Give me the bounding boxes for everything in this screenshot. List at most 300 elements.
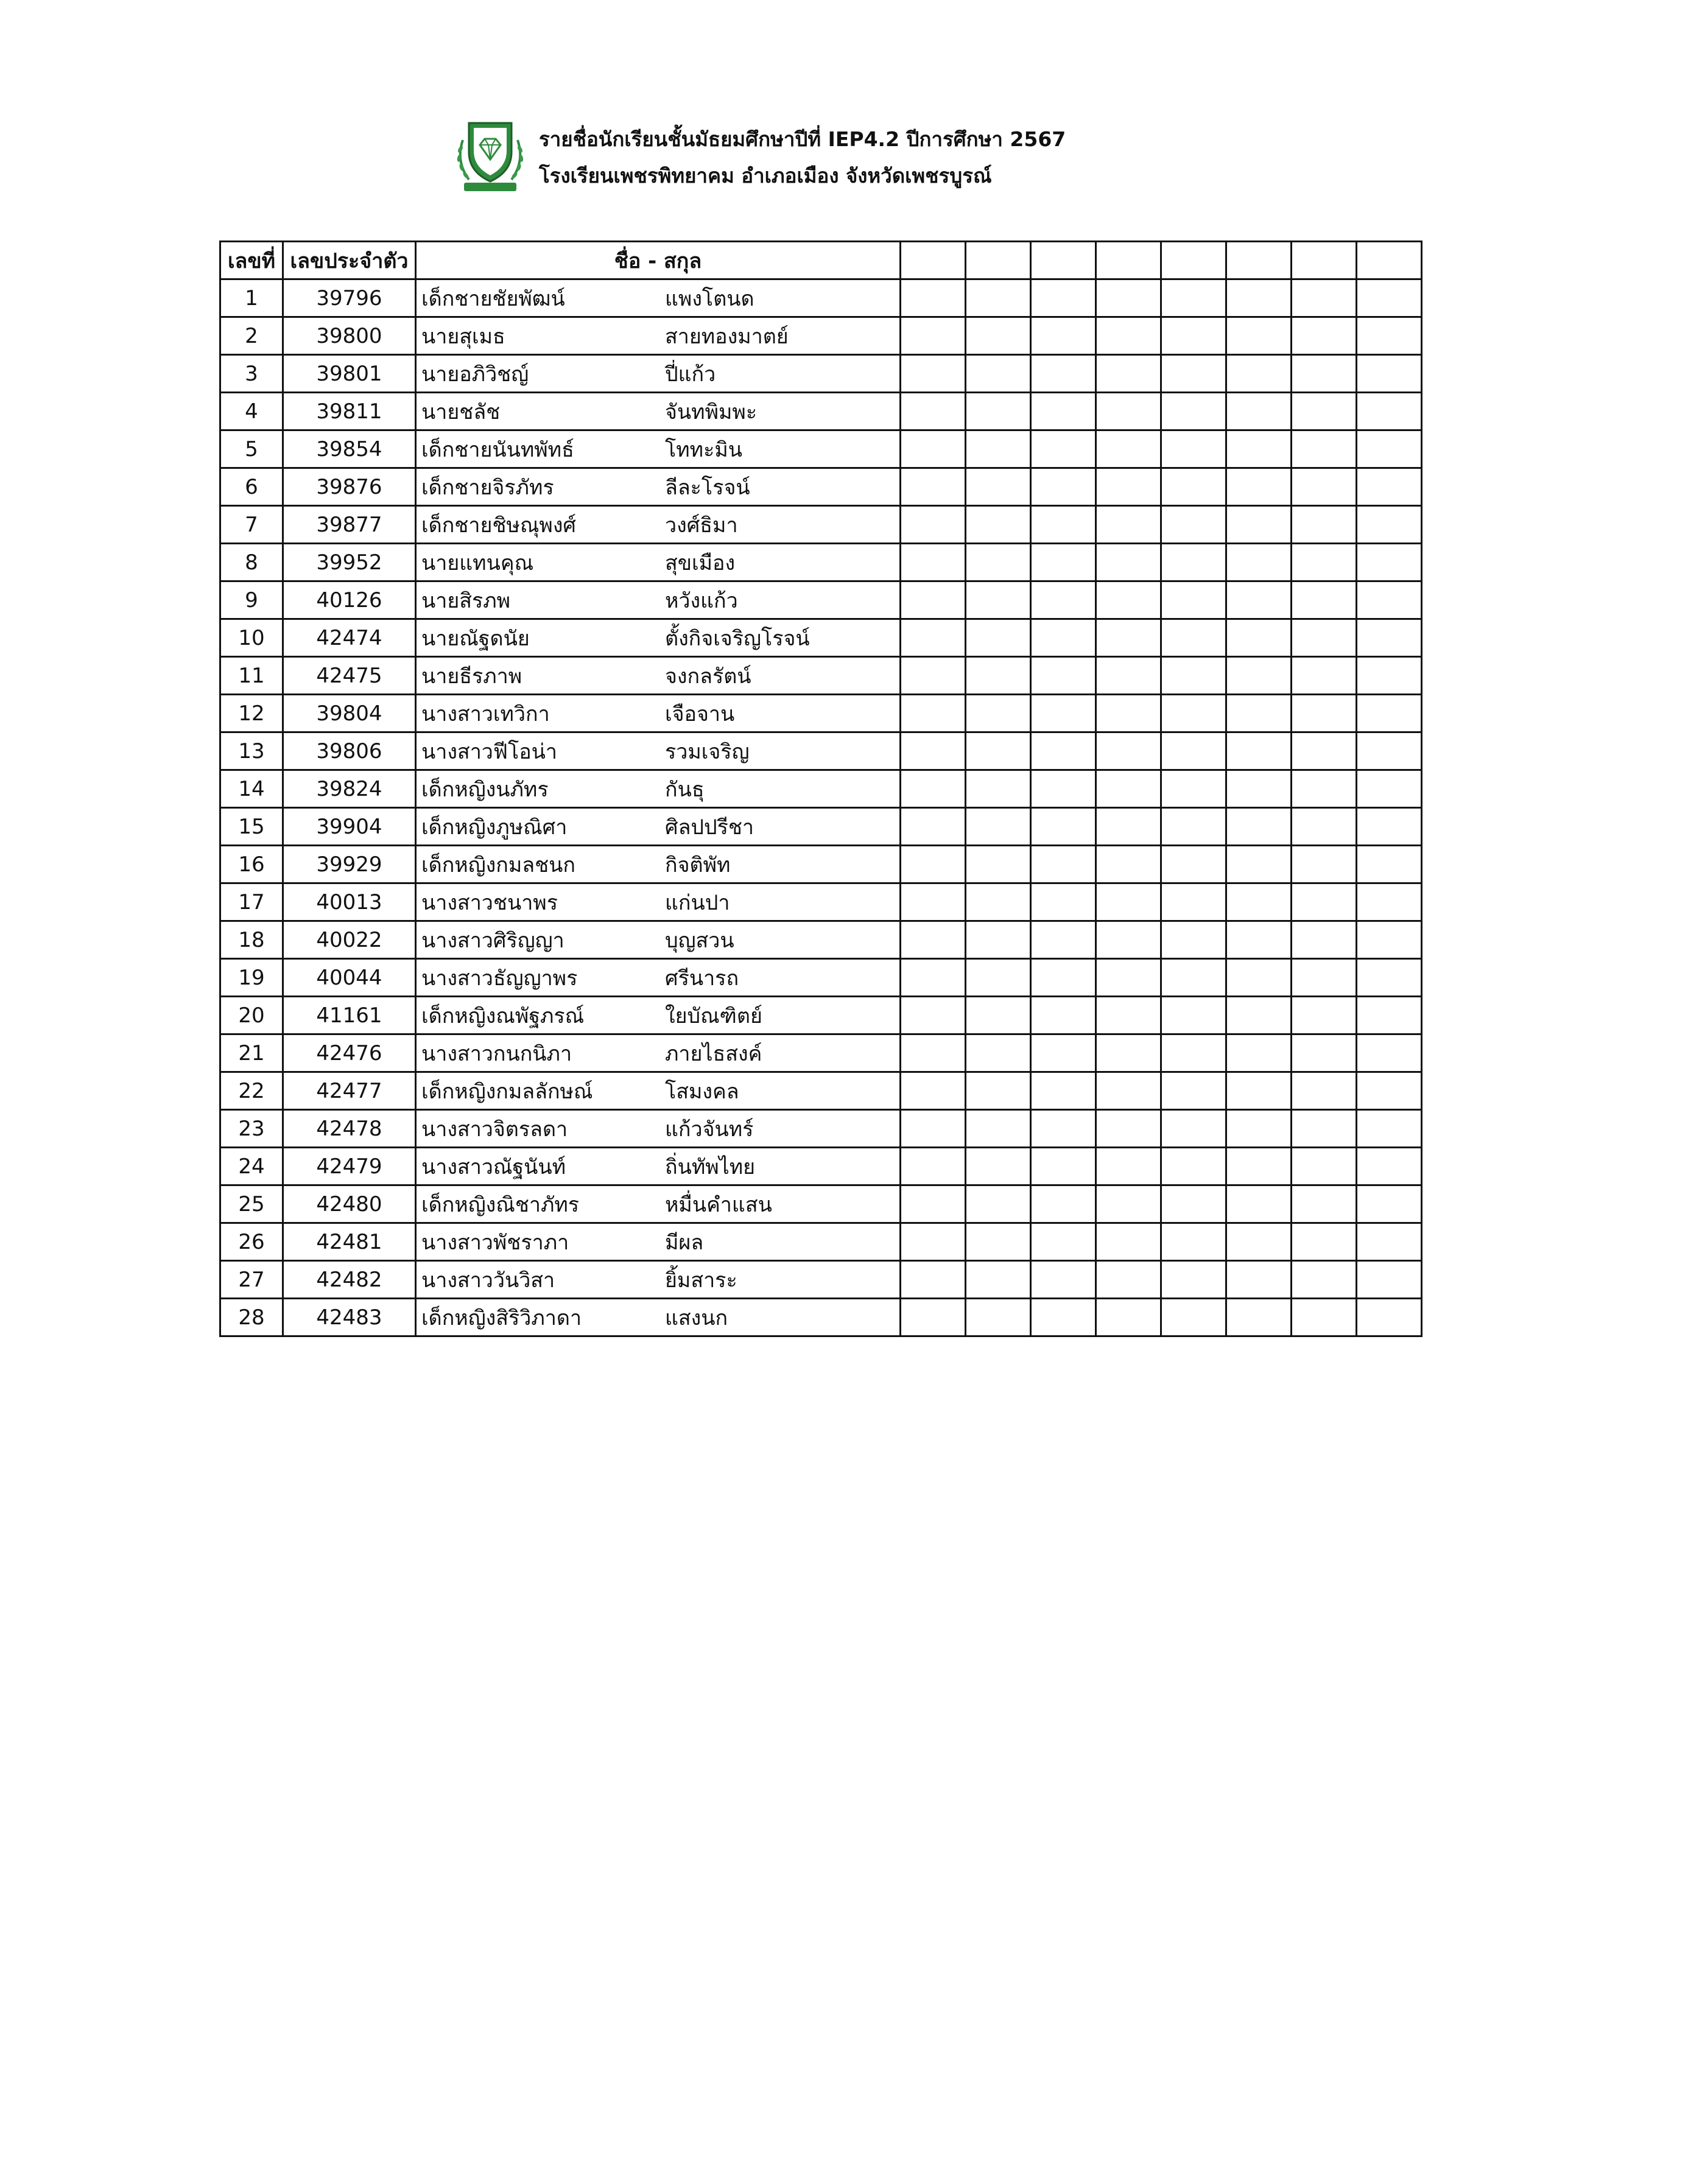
blank-cell bbox=[901, 1110, 966, 1148]
student-first-name: นายชลัช bbox=[421, 399, 501, 424]
blank-cell bbox=[1226, 657, 1292, 695]
blank-cell bbox=[1226, 1299, 1292, 1336]
blank-cell bbox=[1226, 959, 1292, 997]
blank-cell bbox=[1031, 1223, 1096, 1261]
blank-cell bbox=[1161, 1148, 1226, 1185]
blank-column-header bbox=[1096, 242, 1161, 279]
blank-cell bbox=[1226, 430, 1292, 468]
blank-cell bbox=[1096, 883, 1161, 921]
row-number-cell: 7 bbox=[220, 506, 283, 544]
blank-cell bbox=[1096, 355, 1161, 393]
student-last-name: ศิลปปรีชา bbox=[665, 815, 754, 840]
blank-cell bbox=[1357, 883, 1422, 921]
student-name-cell bbox=[416, 317, 901, 355]
student-first-name: นางสาวณัฐนันท์ bbox=[421, 1154, 566, 1179]
student-name-cell bbox=[416, 279, 901, 317]
student-first-name: นายณัฐดนัย bbox=[421, 626, 530, 651]
blank-cell bbox=[1161, 1072, 1226, 1110]
blank-cell bbox=[966, 544, 1031, 581]
blank-cell bbox=[1031, 846, 1096, 883]
blank-cell bbox=[1292, 1110, 1357, 1148]
student-first-name: นายสุเมธ bbox=[421, 324, 505, 349]
student-last-name: ปี่แก้ว bbox=[665, 362, 716, 387]
blank-cell bbox=[1357, 393, 1422, 430]
blank-cell bbox=[1161, 1223, 1226, 1261]
student-name-cell bbox=[416, 581, 901, 619]
student-first-name: นายสิรภพ bbox=[421, 588, 511, 613]
student-id-cell: 39800 bbox=[283, 317, 416, 355]
blank-cell bbox=[1226, 317, 1292, 355]
blank-cell bbox=[1226, 581, 1292, 619]
student-last-name: ภายไธสงค์ bbox=[665, 1041, 762, 1066]
student-name-cell bbox=[416, 883, 901, 921]
blank-cell bbox=[1096, 1072, 1161, 1110]
blank-cell bbox=[1031, 1072, 1096, 1110]
blank-cell bbox=[1161, 921, 1226, 959]
blank-cell bbox=[1226, 393, 1292, 430]
table-row bbox=[220, 770, 1422, 808]
student-id-cell: 40044 bbox=[283, 959, 416, 997]
student-last-name: จงกลรัตน์ bbox=[665, 664, 751, 689]
blank-cell bbox=[1226, 1261, 1292, 1299]
blank-cell bbox=[1357, 1299, 1422, 1336]
blank-cell bbox=[1226, 997, 1292, 1034]
student-id-cell: 42477 bbox=[283, 1072, 416, 1110]
blank-cell bbox=[901, 619, 966, 657]
blank-cell bbox=[1096, 695, 1161, 732]
column-header-name: ชื่อ - สกุล bbox=[416, 242, 901, 279]
blank-cell bbox=[1357, 770, 1422, 808]
row-number-cell: 16 bbox=[220, 846, 283, 883]
blank-cell bbox=[1292, 808, 1357, 846]
student-first-name: เด็กหญิงณิชาภัทร bbox=[421, 1192, 580, 1217]
student-last-name: หมื่นคำแสน bbox=[665, 1192, 772, 1217]
blank-cell bbox=[1357, 846, 1422, 883]
student-first-name: เด็กชายนันทพัทธ์ bbox=[421, 437, 574, 462]
student-first-name: เด็กชายจิรภัทร bbox=[421, 475, 554, 500]
blank-cell bbox=[901, 1185, 966, 1223]
blank-cell bbox=[1161, 959, 1226, 997]
blank-column-header bbox=[1161, 242, 1226, 279]
student-id-cell: 42478 bbox=[283, 1110, 416, 1148]
student-first-name: นายแทนคุณ bbox=[421, 550, 534, 575]
student-last-name: แก่นปา bbox=[665, 890, 730, 915]
blank-cell bbox=[1226, 883, 1292, 921]
table-row bbox=[220, 1034, 1422, 1072]
blank-cell bbox=[1096, 619, 1161, 657]
table-row bbox=[220, 430, 1422, 468]
student-name-cell bbox=[416, 770, 901, 808]
blank-cell bbox=[1226, 355, 1292, 393]
blank-cell bbox=[1096, 808, 1161, 846]
blank-cell bbox=[966, 1110, 1031, 1148]
blank-cell bbox=[1357, 808, 1422, 846]
student-name-cell bbox=[416, 506, 901, 544]
blank-cell bbox=[1096, 732, 1161, 770]
blank-column-header bbox=[901, 242, 966, 279]
blank-cell bbox=[1292, 997, 1357, 1034]
blank-cell bbox=[1292, 1299, 1357, 1336]
blank-cell bbox=[1226, 619, 1292, 657]
blank-cell bbox=[966, 619, 1031, 657]
student-first-name: นางสาวพัชราภา bbox=[421, 1230, 569, 1255]
blank-cell bbox=[1031, 1261, 1096, 1299]
blank-cell bbox=[901, 732, 966, 770]
student-id-cell: 42480 bbox=[283, 1185, 416, 1223]
blank-cell bbox=[1096, 1110, 1161, 1148]
blank-cell bbox=[966, 1072, 1031, 1110]
blank-cell bbox=[1161, 468, 1226, 506]
blank-cell bbox=[966, 1299, 1031, 1336]
document-title: รายชื่อนักเรียนชั้นมัธยมศึกษาปีที่ IEP4.2 ปีการศึกษา 2567 bbox=[539, 127, 1066, 151]
student-name-cell bbox=[416, 657, 901, 695]
student-first-name: เด็กหญิงสิริวิภาดา bbox=[421, 1305, 582, 1330]
table-row bbox=[220, 317, 1422, 355]
student-last-name: โสมงคล bbox=[665, 1079, 739, 1104]
student-first-name: เด็กหญิงณพัฐภรณ์ bbox=[421, 1003, 585, 1028]
table-row bbox=[220, 581, 1422, 619]
table-row bbox=[220, 468, 1422, 506]
row-number-cell: 21 bbox=[220, 1034, 283, 1072]
blank-cell bbox=[1096, 770, 1161, 808]
row-number-cell: 1 bbox=[220, 279, 283, 317]
blank-cell bbox=[1096, 921, 1161, 959]
student-name-cell bbox=[416, 959, 901, 997]
blank-cell bbox=[966, 657, 1031, 695]
blank-column-header bbox=[966, 242, 1031, 279]
blank-cell bbox=[1031, 317, 1096, 355]
student-last-name: วงศ์ธิมา bbox=[665, 513, 738, 538]
blank-cell bbox=[1357, 430, 1422, 468]
student-first-name: นางสาวธัญญาพร bbox=[421, 966, 578, 991]
student-last-name: เจือจาน bbox=[665, 701, 735, 726]
row-number-cell: 18 bbox=[220, 921, 283, 959]
blank-cell bbox=[1357, 1148, 1422, 1185]
blank-column-header bbox=[1357, 242, 1422, 279]
document-header bbox=[451, 116, 1181, 201]
blank-cell bbox=[1292, 1034, 1357, 1072]
table-row bbox=[220, 959, 1422, 997]
blank-cell bbox=[1357, 619, 1422, 657]
blank-cell bbox=[1161, 846, 1226, 883]
blank-cell bbox=[966, 1034, 1031, 1072]
blank-cell bbox=[1096, 1034, 1161, 1072]
student-name-cell bbox=[416, 1034, 901, 1072]
blank-cell bbox=[1031, 619, 1096, 657]
blank-cell bbox=[966, 770, 1031, 808]
student-id-cell: 40126 bbox=[283, 581, 416, 619]
row-number-cell: 15 bbox=[220, 808, 283, 846]
student-id-cell: 39929 bbox=[283, 846, 416, 883]
student-first-name: เด็กหญิงนภัทร bbox=[421, 777, 549, 802]
table-row bbox=[220, 1110, 1422, 1148]
blank-cell bbox=[1226, 1110, 1292, 1148]
student-name-cell bbox=[416, 1072, 901, 1110]
blank-cell bbox=[901, 1261, 966, 1299]
student-last-name: โททะมิน bbox=[665, 437, 743, 462]
student-first-name: นางสาววันวิสา bbox=[421, 1268, 555, 1293]
blank-cell bbox=[1161, 732, 1226, 770]
student-id-cell: 39811 bbox=[283, 393, 416, 430]
student-name-cell bbox=[416, 393, 901, 430]
blank-cell bbox=[1096, 1148, 1161, 1185]
blank-cell bbox=[966, 846, 1031, 883]
blank-cell bbox=[901, 959, 966, 997]
blank-cell bbox=[1031, 732, 1096, 770]
blank-cell bbox=[1031, 506, 1096, 544]
student-id-cell: 39796 bbox=[283, 279, 416, 317]
blank-cell bbox=[1292, 581, 1357, 619]
blank-cell bbox=[1031, 1148, 1096, 1185]
blank-cell bbox=[1031, 770, 1096, 808]
blank-cell bbox=[1357, 355, 1422, 393]
student-last-name: ถิ่นทัพไทย bbox=[665, 1154, 756, 1179]
table-row bbox=[220, 657, 1422, 695]
blank-cell bbox=[1226, 921, 1292, 959]
blank-cell bbox=[1031, 959, 1096, 997]
row-number-cell: 25 bbox=[220, 1185, 283, 1223]
student-name-cell bbox=[416, 468, 901, 506]
student-name-cell bbox=[416, 1299, 901, 1336]
blank-cell bbox=[901, 1148, 966, 1185]
blank-cell bbox=[901, 657, 966, 695]
blank-cell bbox=[1357, 279, 1422, 317]
blank-cell bbox=[1292, 732, 1357, 770]
blank-cell bbox=[1292, 883, 1357, 921]
table-row bbox=[220, 808, 1422, 846]
blank-cell bbox=[1161, 1110, 1226, 1148]
blank-cell bbox=[966, 393, 1031, 430]
row-number-cell: 11 bbox=[220, 657, 283, 695]
table-row bbox=[220, 1148, 1422, 1185]
blank-cell bbox=[1031, 695, 1096, 732]
blank-cell bbox=[966, 1185, 1031, 1223]
student-first-name: เด็กหญิงภูษณิศา bbox=[421, 815, 568, 840]
student-first-name: นางสาวเทวิกา bbox=[421, 701, 550, 726]
row-number-cell: 8 bbox=[220, 544, 283, 581]
blank-cell bbox=[1292, 921, 1357, 959]
blank-cell bbox=[901, 279, 966, 317]
blank-cell bbox=[966, 468, 1031, 506]
student-name-cell bbox=[416, 808, 901, 846]
blank-cell bbox=[1031, 1034, 1096, 1072]
blank-cell bbox=[1357, 695, 1422, 732]
table-row bbox=[220, 1072, 1422, 1110]
blank-cell bbox=[901, 317, 966, 355]
row-number-cell: 2 bbox=[220, 317, 283, 355]
blank-cell bbox=[1161, 1034, 1226, 1072]
student-last-name: กันธุ bbox=[665, 777, 705, 802]
blank-cell bbox=[1226, 808, 1292, 846]
table-row bbox=[220, 997, 1422, 1034]
student-id-cell: 39876 bbox=[283, 468, 416, 506]
table-row bbox=[220, 695, 1422, 732]
table-row bbox=[220, 544, 1422, 581]
student-first-name: นายธีรภาพ bbox=[421, 664, 522, 689]
student-id-cell: 40022 bbox=[283, 921, 416, 959]
student-first-name: นางสาวฟีโอน่า bbox=[421, 739, 557, 764]
blank-cell bbox=[1031, 279, 1096, 317]
row-number-cell: 24 bbox=[220, 1148, 283, 1185]
blank-cell bbox=[1226, 1072, 1292, 1110]
blank-cell bbox=[901, 695, 966, 732]
blank-cell bbox=[1357, 732, 1422, 770]
student-id-cell: 42475 bbox=[283, 657, 416, 695]
blank-cell bbox=[1357, 1110, 1422, 1148]
row-number-cell: 13 bbox=[220, 732, 283, 770]
blank-cell bbox=[1292, 355, 1357, 393]
blank-cell bbox=[966, 581, 1031, 619]
table-row bbox=[220, 1299, 1422, 1336]
blank-cell bbox=[966, 997, 1031, 1034]
blank-cell bbox=[1226, 732, 1292, 770]
blank-cell bbox=[1357, 544, 1422, 581]
blank-cell bbox=[1292, 544, 1357, 581]
blank-cell bbox=[1357, 1034, 1422, 1072]
blank-cell bbox=[1161, 355, 1226, 393]
blank-cell bbox=[1096, 1299, 1161, 1336]
blank-cell bbox=[1031, 544, 1096, 581]
blank-cell bbox=[1226, 468, 1292, 506]
blank-cell bbox=[1292, 279, 1357, 317]
student-last-name: กิจติพัท bbox=[665, 852, 731, 877]
blank-column-header bbox=[1226, 242, 1292, 279]
student-name-cell bbox=[416, 355, 901, 393]
student-name-cell bbox=[416, 619, 901, 657]
row-number-cell: 12 bbox=[220, 695, 283, 732]
blank-cell bbox=[1161, 1185, 1226, 1223]
student-first-name: เด็กหญิงกมลชนก bbox=[421, 852, 576, 877]
blank-cell bbox=[901, 997, 966, 1034]
row-number-cell: 22 bbox=[220, 1072, 283, 1110]
student-id-cell: 39904 bbox=[283, 808, 416, 846]
table-row bbox=[220, 1261, 1422, 1299]
student-last-name: ตั้งกิจเจริญโรจน์ bbox=[665, 626, 810, 651]
blank-cell bbox=[1292, 619, 1357, 657]
blank-cell bbox=[1357, 1261, 1422, 1299]
blank-cell bbox=[1031, 355, 1096, 393]
student-id-cell: 39952 bbox=[283, 544, 416, 581]
blank-cell bbox=[966, 921, 1031, 959]
blank-cell bbox=[1292, 1223, 1357, 1261]
row-number-cell: 27 bbox=[220, 1261, 283, 1299]
blank-cell bbox=[901, 581, 966, 619]
student-id-cell: 41161 bbox=[283, 997, 416, 1034]
student-first-name: นางสาวจิตรลดา bbox=[421, 1117, 568, 1142]
blank-cell bbox=[1292, 846, 1357, 883]
student-first-name: นางสาวศิริญญา bbox=[421, 928, 564, 953]
student-last-name: ศรีนารถ bbox=[665, 966, 739, 991]
student-last-name: ใยบัณฑิตย์ bbox=[665, 1003, 762, 1028]
student-name-cell bbox=[416, 1148, 901, 1185]
student-id-cell: 42481 bbox=[283, 1223, 416, 1261]
row-number-cell: 4 bbox=[220, 393, 283, 430]
student-last-name: แพงโตนด bbox=[665, 286, 754, 311]
blank-cell bbox=[901, 921, 966, 959]
blank-cell bbox=[1031, 657, 1096, 695]
table-header-row bbox=[220, 242, 1422, 279]
blank-cell bbox=[1031, 430, 1096, 468]
student-last-name: จันทพิมพะ bbox=[665, 399, 758, 424]
blank-cell bbox=[966, 695, 1031, 732]
blank-cell bbox=[1292, 430, 1357, 468]
blank-cell bbox=[1096, 959, 1161, 997]
blank-cell bbox=[1292, 468, 1357, 506]
table-row bbox=[220, 732, 1422, 770]
blank-cell bbox=[1161, 657, 1226, 695]
student-first-name: เด็กชายชิษณุพงศ์ bbox=[421, 513, 577, 538]
student-first-name: นางสาวชนาพร bbox=[421, 890, 558, 915]
blank-cell bbox=[1226, 1185, 1292, 1223]
blank-cell bbox=[966, 883, 1031, 921]
blank-cell bbox=[1096, 1185, 1161, 1223]
blank-cell bbox=[1292, 506, 1357, 544]
student-name-cell bbox=[416, 997, 901, 1034]
blank-cell bbox=[1357, 997, 1422, 1034]
student-name-cell bbox=[416, 1185, 901, 1223]
table-row bbox=[220, 393, 1422, 430]
blank-cell bbox=[1357, 468, 1422, 506]
blank-cell bbox=[1357, 921, 1422, 959]
blank-cell bbox=[1096, 1223, 1161, 1261]
row-number-cell: 23 bbox=[220, 1110, 283, 1148]
blank-cell bbox=[1161, 1299, 1226, 1336]
blank-cell bbox=[1096, 997, 1161, 1034]
student-first-name: เด็กชายชัยพัฒน์ bbox=[421, 286, 565, 311]
blank-cell bbox=[1226, 544, 1292, 581]
student-last-name: แสงนก bbox=[665, 1305, 728, 1330]
table-row bbox=[220, 279, 1422, 317]
blank-cell bbox=[966, 355, 1031, 393]
table-row bbox=[220, 506, 1422, 544]
student-id-cell: 40013 bbox=[283, 883, 416, 921]
row-number-cell: 26 bbox=[220, 1223, 283, 1261]
blank-cell bbox=[901, 393, 966, 430]
blank-cell bbox=[1031, 1110, 1096, 1148]
column-header-student-id: เลขประจำตัว bbox=[283, 242, 416, 279]
blank-cell bbox=[901, 1299, 966, 1336]
blank-cell bbox=[901, 506, 966, 544]
table-row bbox=[220, 355, 1422, 393]
blank-cell bbox=[1096, 846, 1161, 883]
blank-cell bbox=[1357, 1223, 1422, 1261]
blank-cell bbox=[901, 883, 966, 921]
blank-cell bbox=[1031, 808, 1096, 846]
blank-cell bbox=[966, 1148, 1031, 1185]
student-last-name: ยิ้มสาระ bbox=[665, 1268, 737, 1293]
blank-cell bbox=[1031, 468, 1096, 506]
blank-cell bbox=[901, 1034, 966, 1072]
student-last-name: แก้วจันทร์ bbox=[665, 1117, 754, 1142]
blank-cell bbox=[901, 468, 966, 506]
blank-cell bbox=[1161, 808, 1226, 846]
blank-cell bbox=[1096, 317, 1161, 355]
blank-cell bbox=[1226, 1148, 1292, 1185]
blank-cell bbox=[1161, 581, 1226, 619]
blank-cell bbox=[1357, 317, 1422, 355]
blank-column-header bbox=[1031, 242, 1096, 279]
table-body bbox=[220, 279, 1422, 1336]
student-id-cell: 42479 bbox=[283, 1148, 416, 1185]
blank-cell bbox=[966, 430, 1031, 468]
blank-cell bbox=[901, 544, 966, 581]
blank-cell bbox=[1096, 544, 1161, 581]
student-last-name: ลีละโรจน์ bbox=[665, 475, 750, 500]
blank-cell bbox=[901, 846, 966, 883]
blank-cell bbox=[1161, 393, 1226, 430]
blank-cell bbox=[966, 1223, 1031, 1261]
blank-cell bbox=[1226, 279, 1292, 317]
